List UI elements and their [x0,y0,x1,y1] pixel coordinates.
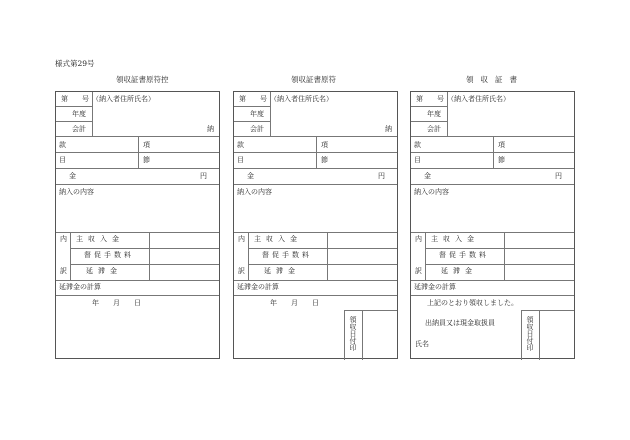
moku-label: 目 [414,156,421,164]
name-label: 氏名 [415,340,429,348]
payer-label: （納入者住所氏名） [447,95,510,103]
fee-label: 督促手数料 [262,251,312,259]
form2-title: 領収証書原符 [291,75,336,84]
yen-label: 円 [555,172,562,180]
calc-label: 延滞金の計算 [414,283,456,291]
form1-title: 領収証書原符控 [116,75,169,84]
kan-label: 款 [237,141,244,149]
late-label: 延滞金 [264,267,300,275]
form3-title: 領収証書 [466,75,524,84]
form-receipt-stub [233,91,398,359]
year-label: 年度 [427,110,441,118]
account-label: 会計 [72,125,86,133]
setsu-label: 節 [321,156,328,164]
form-number: 様式第29号 [55,59,95,68]
account-label: 会計 [427,125,441,133]
setsu-label: 節 [143,156,150,164]
moku-label: 目 [59,156,66,164]
collector-label: 出納員又は現金取扱員 [425,319,495,327]
wake-label: 訳 [415,267,422,275]
calc-label: 延滞金の計算 [237,283,279,291]
amount-label: 金 [69,172,76,180]
yen-label: 円 [378,172,385,180]
account-suffix: 納 [385,125,392,133]
principal-label: 主収入金 [76,235,124,243]
kou-label: 項 [143,141,150,149]
yen-label: 円 [200,172,207,180]
principal-label: 主収入金 [254,235,302,243]
form-receipt-stub-copy [55,91,220,359]
wake-label: 訳 [60,267,67,275]
uchi-label: 内 [238,235,245,243]
payer-label: （納入者住所氏名） [92,95,155,103]
uchi-label: 内 [415,235,422,243]
principal-label: 主収入金 [431,235,479,243]
account-suffix: 納 [207,125,214,133]
kan-label: 款 [59,141,66,149]
kou-label: 項 [321,141,328,149]
fee-label: 督促手数料 [439,251,489,259]
calc-label: 延滞金の計算 [59,283,101,291]
kan-label: 款 [414,141,421,149]
year-label: 年度 [250,110,264,118]
amount-label: 金 [424,172,431,180]
moku-label: 目 [237,156,244,164]
account-label: 会計 [250,125,264,133]
year-label: 年度 [72,110,86,118]
late-label: 延滞金 [441,267,477,275]
no-label: 第 号 [239,95,267,103]
kou-label: 項 [498,141,505,149]
stamp-label: 領収日付印 [526,316,534,351]
payer-label: （納入者住所氏名） [270,95,333,103]
receipt-note: 上記のとおり領収しました。 [427,299,518,307]
fee-label: 督促手数料 [84,251,134,259]
no-label: 第 号 [416,95,444,103]
content-label: 納入の内容 [237,188,272,196]
content-label: 納入の内容 [414,188,449,196]
content-label: 納入の内容 [59,188,94,196]
date-label: 年 月 日 [92,299,141,307]
late-label: 延滞金 [86,267,122,275]
no-label: 第 号 [61,95,89,103]
stamp-label: 領収日付印 [349,316,357,351]
uchi-label: 内 [60,235,67,243]
wake-label: 訳 [238,267,245,275]
date-label: 年 月 日 [270,299,319,307]
setsu-label: 節 [498,156,505,164]
amount-label: 金 [247,172,254,180]
form-receipt [410,91,575,359]
